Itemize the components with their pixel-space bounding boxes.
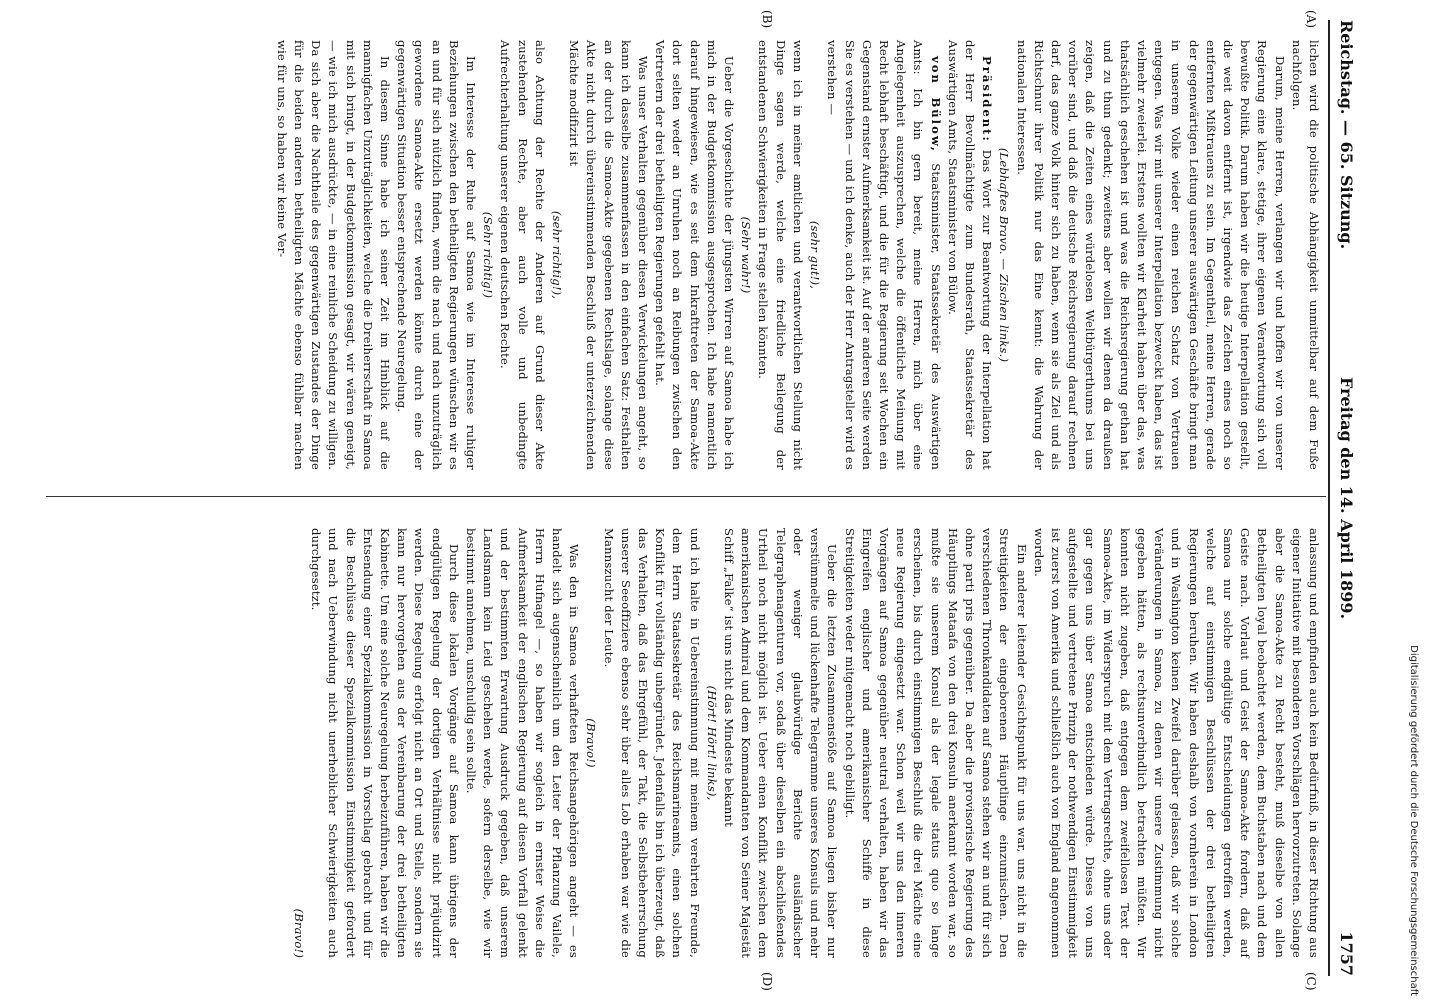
paragraph: Ueber die letzten Zusammenstöße auf Samoa liegen bisher nur verstümmelte und lückenhafte Telegramme unseres Konsuls und mehr oder weniger glaubwürdige Berichte ausländischer Telegraphenagenturen vor, sodaß über dieselben ein abschließendes Urtheil noch nicht möglich ist. Ueber einen Konflikt zwischen dem amerikanischen Admiral und dem Kommandanten von Seiner Majestät Schiff „Falke“ ist uns nicht das Mindeste bekannt: [722, 528, 840, 958]
paragraph: Durch diese lokalen Vorgänge auf Samoa kann übrigens der endgültigen Regelung der dortigen Verhältnisse nicht präjudizirt werden. Diese Regelung erfolgt nicht an Ort und Stelle, sondern sie kann nur hervorgehen aus der Vereinbarung der drei betheiligten Kabinette. Um eine solche Neuregelung herbeizuführen, haben wir die Entsendung einer Spezialkommission in Vorschlag gebracht und für die Beschlüsse dieser Spezialkommission Einstimmigkeit gefordert und nach Ueberwindung nicht unerheblicher Schwierigkeiten auch durchgesetzt.: [309, 528, 461, 958]
paragraph: und ich halte in Uebereinstimmung mit meinem verehrten Freunde, dem Herrn Staatssekretär des Reichsmarineamts, einen solchen Konflikt für vollständig unbegründet. Jedenfalls bin ich überzeugt, daß das Verhalten, daß das Ehrgefühl, der Takt, die Selbstbeherrschung unserer Seeoffiziere ebenso sehr über alles Lob erhaben war wie die Mannszucht der Leute.: [601, 528, 702, 958]
paragraph: anlassung und empfinden auch kein Bedürfniß, in dieser Richtung aus eigener Initiative mit besonderen Vorschlägen hervorzutreten. Solange aber die Samoa-Akte zu Recht besteht, muß dieselbe von allen Betheiligten loyal beobachtet werden, dem Buchstaben nach und dem Geiste nach. Vorlaut und Geist der Samoa-Akte fordern, daß auf Samoa nur solche endgültige Entscheidungen getroffen werden, welche auf einstimmigen Beschlüssen der drei betheiligten Regierungen beruhen. Wir haben deshalb von vornherein in London und in Washington keinen Zweifel darüber gelassen, daß wir solche Veränderungen in Samoa, zu denen wir unsere Zustimmung nicht gegeben hätten, als rechtsunverbindlich betrachten müßten. Wir konnten nicht zugeben, daß entgegen dem zweifellosen Text der Samoa-Akte, im Widerspruch mit dem Vertragsrechte, ohne uns oder gar gegen uns über Samoa entschieden würde. Dieses von uns aufgestellte und vertretene Prinzip der nothwendigen Einstimmigkeit ist zuerst von Amerika und schließlich auch von England angenommen worden.: [1031, 528, 1321, 958]
margin-letter-b: (B): [760, 10, 774, 29]
page-number: 1757: [1337, 931, 1356, 976]
speaker-name: Präsident:: [980, 56, 995, 143]
header-rule: [1328, 20, 1330, 976]
paragraph: Darum, meine Herren, verlangen wir und hoffen wir von unserer Regierung eine klare, stetige, ihrer eigenen Verantwortung sich voll bewußte Politik. Darum haben wir die heutige Interpellation gestellt, die weit davon entfernt ist, irgendwie das Zeichen eines noch so entfernten Mißtrauens zu sein. Im Gegentheil, meine Herren, gerade der gegenwärtigen Leitung unserer auswärtigen Geschäfte bringt man in unserem Volke wieder einen reichen Schatz von Vertrauen entgegen. Was wir mit unserer Interpellation bezweckt haben, das ist vielmehr zweierlei. Erstens wollten wir Klarheit haben über das, was thatsächlich geschehen ist und was die Reichsregierung gethan hat und zu thun gedenkt; zweitens aber wollen wir denen da draußen zeigen, daß die Zeiten eines würdelosen Weltbürgerthums bei uns vorüber sind, und daß die deutsche Reichsregierung darauf rechnen darf, das ganze Volk hinter sich zu haben, wenn sie als Ziel und als Richtschnur ihrer Politik nur das Eine kennt: die Wahrung der nationalen Interessen.: [1014, 40, 1287, 470]
paragraph: Im Interesse der Ruhe auf Samoa wie im Interesse ruhiger Beziehungen zwischen den betheiligten Regierungen wünschen wir es an und für sich nützlich finden, wenn die nach und nach unzuträglich gewordene Samoa-Akte ersetzt werden könnte durch eine der gegenwärtigen Situation besser entsprechende Neuregelung.: [395, 40, 479, 470]
paragraph: [944, 40, 996, 470]
speech-text: Staatsminister, Staatssekretär des Auswärtigen Amts: Ich bin gern bereit, meine Herren, mich über eine Angelegenheit auszusprechen, welche die öffentliche Meinung mit Recht lebhaft beschäftigt, und die für die Regierung seit Wochen ein Gegenstand ernster Aufmerksamkeit ist. Auf der anderen Seite werden Sie es verstehen — und ich denke, auch der Herr Antragsteller wird es verstehen —: [825, 40, 943, 470]
column-divider: [46, 496, 1326, 497]
interjection: (Bravo!): [292, 908, 307, 958]
speaker-name: von Bülow,: [928, 56, 943, 153]
running-head: [1330, 20, 1356, 976]
paragraph: wenn ich in meiner amtlichen und verantwortlichen Stellung nicht Dinge sagen werde, welche eine friedliche Beilegung der entstandenen Schwierigkeiten in Frage stellen könnten.: [756, 40, 805, 470]
digitization-credit-text: Digitalisierung gefördert durch die Deutsche Forschungsgemeinschaft: [1408, 645, 1419, 996]
interjection: (Bravo!): [584, 718, 599, 768]
paragraph: Was den in Samoa verhafteten Reichsangehörigen angeht — es handelt sich augenscheinlich um den Leiter der Pflanzung Vailele, Herrn Hufnagel —, so haben wir sogleich in ernster Weise die Aufmerksamkeit der englischen Regierung auf diesen Vorfall gelenkt und der bestimmten Erwartung Ausdruck gegeben, daß unserem Landsmann kein Leid geschehen werde, sofern derselbe, wie wir bestimmt annehmen, unschuldig sein sollte.: [464, 528, 582, 958]
paragraph: Ein anderer leitender Gesichtspunkt für uns war, uns nicht in die Streitigkeiten der eingeborenen Häuptlinge einzumischen. Den verschiedenen Thronkandidaten auf Samoa stehen wir an und für sich ohne parti pris gegenüber. Da aber die provisorische Regierung des Häuptlings Mataafa von den drei Konsuln anerkannt worden war, so mußte sie unserem Konsul als der legale status quo so lange erscheinen, bis durch einstimmigen Beschluß die drei Mächte eine neue Regierung eingesetzt war. Schon weil wir uns den inneren Vorgängen auf Samoa gegenüber neutral verhalten, haben wir das Eingreifen englischer und amerikanischer Schiffe in diese Streitigkeiten weder mitgemacht noch gebilligt.: [842, 528, 1029, 958]
margin-letter-d: (D): [760, 972, 774, 991]
interjection: (Hört! Hört! links),: [704, 685, 719, 801]
header-date: Freitag den 14. April 1899.: [1337, 376, 1356, 620]
paragraph: lichen wird die politische Abhängigkeit unmittelbar auf dem Fuße nachfolgen.: [1289, 40, 1321, 470]
interjection: (Lebhaftes Bravo. — Zischen links.): [997, 147, 1012, 363]
digitization-credit: [1402, 0, 1424, 1000]
header-left: Reichstag. — 65. Sitzung.: [1337, 20, 1356, 250]
left-column: [273, 40, 1322, 470]
interjection: (Sehr richtig!): [481, 211, 496, 299]
speech-text: Das Wort zur Beantwortung der Interpellation hat der Herr Bevollmächtigte zum Bundesrath, Staatssekretär des Auswärtigen Amts, Staatsminister von Bülow.: [945, 40, 995, 470]
interjection: (sehr richtig!),: [550, 210, 565, 300]
margin-letter-a: (A): [1304, 10, 1318, 29]
paragraph: Was unser Verhalten gegenüber diesen Verwickelungen angeht, so kann ich dasselbe zusammenfassen in den einfachen Satz: Festhalten an der durch die Samoa-Akte gegebenen Rechtslage, solange diese Akte nicht durch übereinstimmenden Beschluß der unterzeichnenden Mächte modifizirt ist: [567, 40, 651, 470]
right-column: [290, 528, 1322, 958]
paragraph: [823, 40, 943, 470]
paragraph: In diesem Sinne habe ich seiner Zeit im Hinblick auf die mannigfachen Unzuträglichkeiten, welche die Dreiherrschaft in Samoa mit sich bringt, in der Budgetkommission gesagt, wir wären geneigt, — wie ich mich ausdrückte, — in eine reinliche Scheidung zu willigen. Da sich aber die Nachtheile des gegenwärtigen Zustandes der Dinge für die beiden anderen betheiligten Mächte ebenso fühlbar machen wie für uns, so haben wir keine Ver-: [274, 40, 393, 470]
paragraph: also Achtung der Rechte der Anderen auf Grund dieser Akte zustehenden Rechte, aber auch volle und unbedingte Aufrechterhaltung unserer eigenen deutschen Rechte.: [498, 40, 547, 470]
margin-letter-c: (C): [1304, 972, 1318, 991]
interjection: (sehr gut!),: [808, 220, 823, 290]
paragraph: Ueber die Vorgeschichte der jüngsten Wirren auf Samoa habe ich mich in der Budgetkommission ausgesprochen. Ich habe namentlich darauf hingewiesen, wie es seit dem Inkrafttreten der Samoa-Akte dort selten weder an Unruhen noch an Reibungen zwischen den Vertretern der drei betheiligten Regierungen gefehlt hat.: [653, 40, 737, 470]
interjection: (Sehr wahr!): [739, 216, 754, 294]
